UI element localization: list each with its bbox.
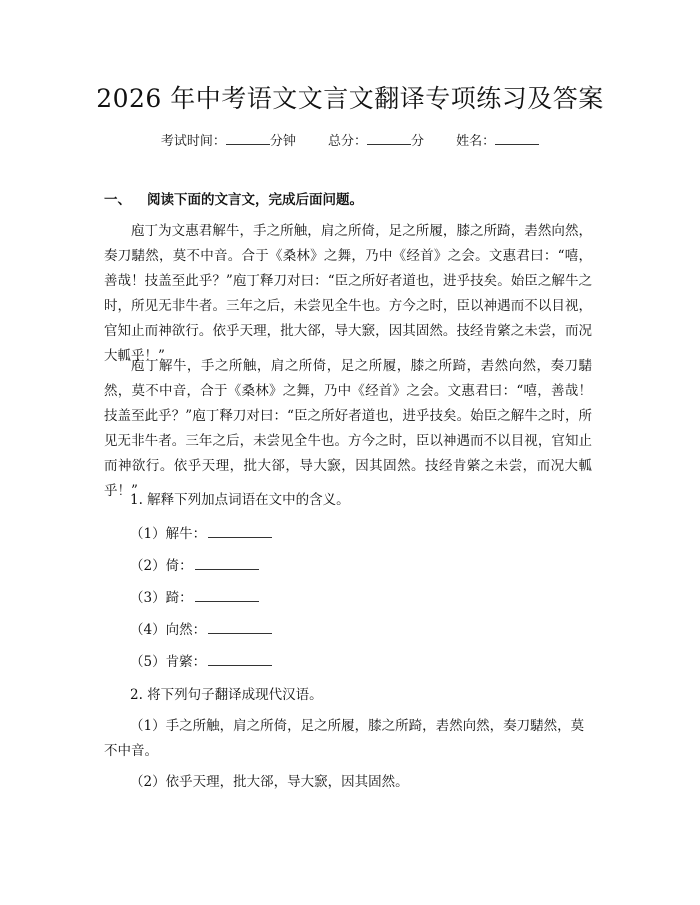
page-title: 2026 年中考语文文言文翻译专项练习及答案: [96, 84, 604, 113]
q1-item-1: [130, 524, 272, 544]
time-field: [161, 134, 300, 149]
name-label: 姓名：: [456, 134, 496, 149]
score-field: [328, 134, 428, 149]
question-2-prompt: 2. 将下列句子翻译成现代汉语。: [130, 687, 323, 703]
q1-item-label: （4）向然：: [130, 622, 207, 638]
q1-item-label: （2）倚：: [130, 558, 193, 574]
exam-meta: [0, 131, 700, 152]
q1-item-2: [130, 556, 259, 576]
score-label: 总分：: [327, 134, 367, 149]
q1-item-label: （5）肯綮：: [130, 654, 207, 670]
answer-blank[interactable]: [208, 524, 272, 538]
answer-blank[interactable]: [208, 652, 272, 666]
section-number: 一、: [104, 192, 131, 208]
q1-item-label: （1）解牛：: [130, 526, 207, 542]
answer-blank[interactable]: [195, 556, 259, 570]
name-blank[interactable]: [495, 131, 539, 145]
passage-2: 庖丁解牛，手之所触，肩之所倚，足之所履，膝之所踦，砉然向然，奏刀騞然，莫不中音，合于《桑林》之舞，乃中《经首》之会。文惠君曰：“嘻，善哉！技盖至此乎？”庖丁释刀对曰：“臣之所好者道也，进乎技矣。始臣之解牛之时，所见无非牛者。三年之后，未尝见全牛也。方今之时，臣以神遇而不以目视，官知止而神欲行。依乎天理，批大郤，导大窾，因其固然。技经肯綮之未尝，而况大軱乎！”: [104, 358, 592, 499]
time-unit: 分钟: [269, 134, 296, 149]
q1-item-3: [130, 588, 259, 608]
q2-item-2: （2）依乎天理，批大郤，导大窾，因其固然。: [130, 774, 409, 790]
name-field: [456, 134, 539, 149]
section-instruction: 阅读下面的文言文，完成后面问题。: [147, 192, 363, 208]
q1-item-label: （3）踦：: [130, 590, 193, 606]
q1-item-5: [130, 652, 272, 672]
q1-item-4: [130, 620, 272, 640]
score-unit: 分: [411, 134, 425, 149]
answer-blank[interactable]: [195, 588, 259, 602]
q2-item-1: （1）手之所触，肩之所倚，足之所履，膝之所踦，砉然向然，奏刀騞然，莫不中音。: [104, 718, 585, 759]
passage-1: 庖丁为文惠君解牛，手之所触，肩之所倚，足之所履，膝之所踦，砉然向然，奏刀騞然，莫不中音。合于《桑林》之舞，乃中《经首》之会。文惠君曰：“嘻，善哉！技盖至此乎？”庖丁释刀对曰：“臣之所好者道也，进乎技矣。始臣之解牛之时，所见无非牛者。三年之后，未尝见全牛也。方今之时，臣以神遇而不以目视，官知止而神欲行。依乎天理，批大郤，导大窾，因其固然。技经肯綮之未尝，而况大軱乎！”: [104, 223, 592, 364]
section-heading: [104, 190, 363, 210]
question-1-prompt: 1. 解释下列加点词语在文中的含义。: [130, 492, 350, 508]
time-blank[interactable]: [226, 131, 270, 145]
score-blank[interactable]: [367, 131, 411, 145]
answer-blank[interactable]: [208, 620, 272, 634]
time-label: 考试时间：: [160, 134, 226, 149]
